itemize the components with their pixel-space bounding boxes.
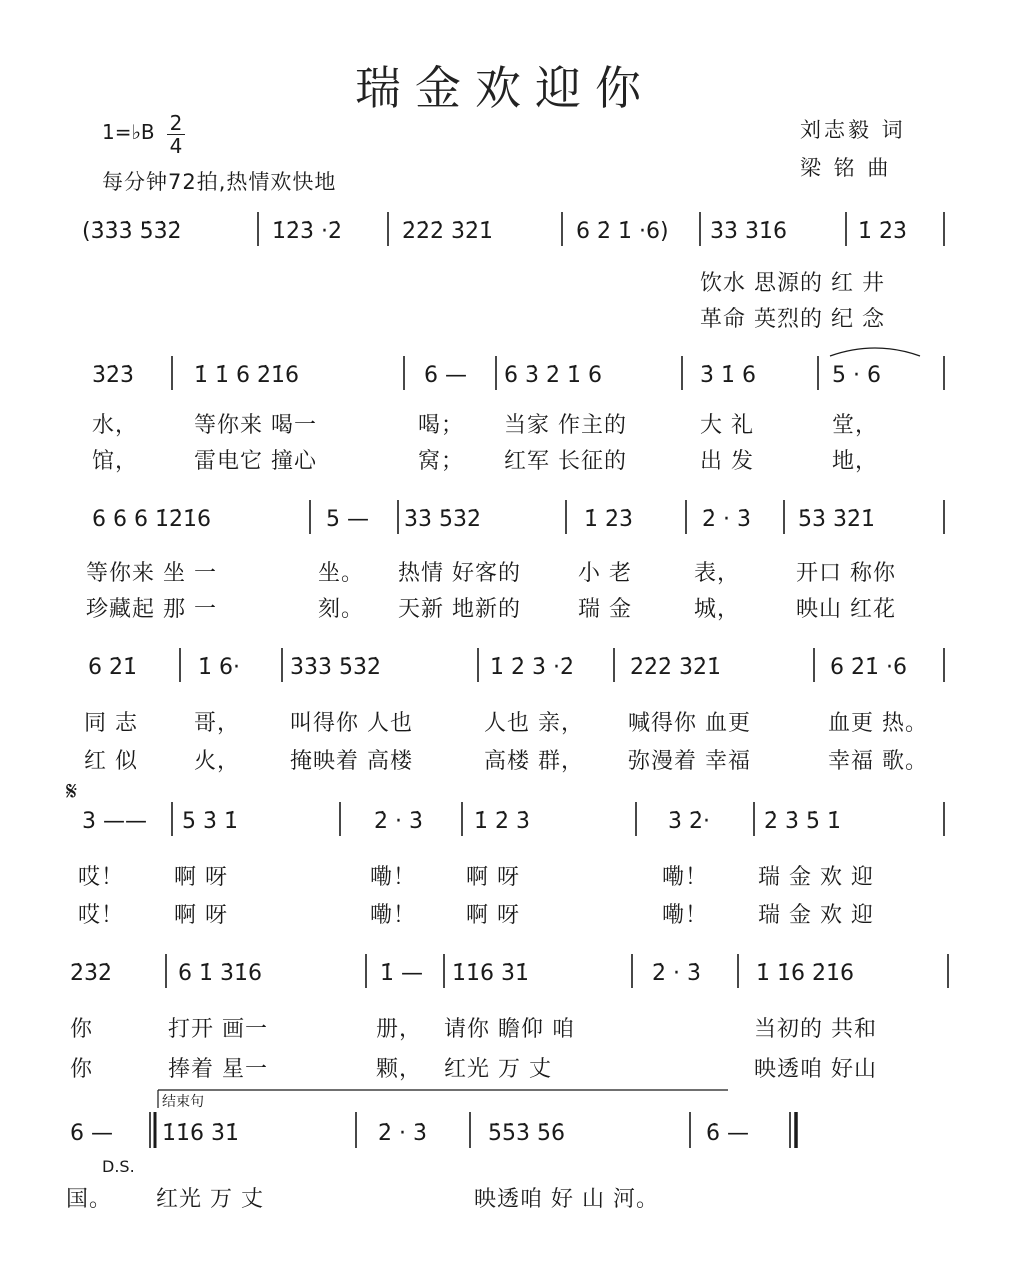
lyric-verse-1: 开口 称你 [796,561,896,586]
lyric-verse-2: 刻。 [318,597,365,622]
lyric-verse-1: 请你 瞻仰 咱 [444,1017,575,1042]
measure-notes: 3 —— [82,809,147,834]
lyric-verse-2: 珍藏起 那 一 [86,597,217,622]
lyric-verse-2: 馆， [92,449,139,474]
measure-notes: 2̇ · 3̇ [652,961,701,986]
lyric-verse-1: 册， [376,1017,423,1042]
lyric-verse-1: 人也 亲， [484,711,584,736]
lyric-verse-2: 红 似 [84,749,138,774]
score-row-7 [66,1090,796,1212]
lyric-verse-1: 喝； [418,413,465,438]
measure-notes: 6 2̇1̇ [88,655,137,680]
segno-sign: 𝄋 [66,777,78,807]
lyric-verse-2: 颗， [376,1057,423,1082]
lyricist-credit: 刘志毅 词 [800,118,906,142]
lyric-verse-2: 火， [194,749,241,774]
measure-notes: 5 — [326,507,369,532]
lyric-verse-2: 革命 英烈的 纪 念 [700,307,885,332]
time-signature-top: 2 [169,111,183,135]
lyric-verse-2: 掩映着 高楼 [290,749,413,774]
lyric-verse-2: 窝； [418,449,465,474]
lyric-verse-1: 嘞！ [662,865,709,890]
lyric-ending: 红光 万 丈 [156,1187,264,1212]
lyric-verse-1: 嘞！ [370,865,417,890]
measure-notes: 2̇ · 3̇ [374,809,423,834]
measure-notes: 1̇ 1̇ 6 2̇1̇6 [194,363,299,388]
lyric-verse-1: 水， [92,413,139,438]
measure-notes: 6 — [70,1121,113,1146]
lyric-verse-2: 红光 万 丈 [444,1057,552,1082]
lyric-ending: 映透咱 好 山 河。 [474,1187,659,1212]
measure-notes: 5 3̇ 1̇ [182,809,238,834]
lyric-verse-2: 瑞 金 [578,597,632,622]
slur [830,348,920,356]
measure-notes: 2̇ · 3̇ [378,1121,427,1146]
measure-notes: 5̇3̇ 3̇2̇1̇ [798,507,875,532]
measure-notes: 3̇2̇3̇ [92,363,134,388]
lyric-verse-1: 啊 呀 [466,865,520,890]
lyric-verse-1: 瑞 金 欢 迎 [758,865,874,890]
lyric-verse-1: 血更 热。 [828,711,928,736]
measure-notes: 2̇3̇2̇ [70,961,112,986]
measure-notes: 1̇ — [380,961,423,986]
measure-notes: 6 3̇ 2̇ 1̇ 6 [504,363,602,388]
lyric-verse-2: 映透咱 好山 [754,1057,877,1082]
score-row-3 [86,500,944,622]
measure-notes: 6 — [424,363,467,388]
score-row-5 [66,777,944,928]
lyric-verse-2: 你 [70,1057,94,1082]
measure-notes: (3̇3̇3̇ 5̇3̇2̇ [82,219,182,244]
measure-notes: 6̇ — [706,1121,749,1146]
measure-notes: 3̇ 2̇· [668,809,710,834]
lyric-verse-2: 红军 长征的 [504,449,627,474]
key-signature: 1=♭B [102,120,155,144]
lyric-verse-2: 映山 红花 [796,597,896,622]
measure-notes: 2̇ 3̇ 5̇ 1̇ [764,809,841,834]
lyric-verse-1: 哎！ [78,865,125,890]
measure-notes: 5 · 6 [832,363,881,388]
tempo-marking: 每分钟72拍,热情欢快地 [102,170,337,194]
measure-notes: 6 1̇ 3̇1̇6 [178,961,262,986]
measure-notes: 3̇3̇ 5̇3̇2̇ [404,507,481,532]
measure-notes: 1̇ 1̇6 2̇1̇6 [756,961,854,986]
lyric-verse-1: 叫得你 人也 [290,711,413,736]
page-title: 瑞金欢迎你 [355,61,655,115]
lyric-verse-1: 小 老 [578,561,632,586]
lyric-verse-2: 城， [694,597,741,622]
measure-notes: 6 6 6 1̇2̇1̇6 [92,507,211,532]
lyric-verse-1: 喊得你 血更 [628,711,751,736]
measure-notes: 3̇3̇ 3̇1̇6 [710,219,787,244]
lyric-verse-1: 坐。 [318,561,365,586]
lyric-verse-2: 啊 呀 [174,903,228,928]
lyric-verse-1: 同 志 [84,711,138,736]
lyric-verse-2: 弥漫着 幸福 [628,749,751,774]
score-row-4 [84,648,944,774]
lyric-verse-1: 啊 呀 [174,865,228,890]
lyric-verse-1: 热情 好客的 [398,561,521,586]
measure-notes: 1̇ 2̇ 3̇ ·2̇ [490,655,574,680]
lyric-verse-1: 表， [694,561,741,586]
ending-label: 结束句 [162,1094,204,1110]
lyric-verse-2: 幸福 歌。 [828,749,928,774]
measure-notes: 1̇ 2̇3̇ [584,507,633,532]
score-row-1 [82,212,944,332]
lyric-verse-2: 地， [832,449,879,474]
measure-notes: 1̇ 6· [198,655,240,680]
lyric-verse-1: 当家 作主的 [504,413,627,438]
score-row-6 [70,954,948,1082]
measure-notes: 3̇ 1̇ 6 [700,363,756,388]
lyric-verse-2: 高楼 群， [484,749,584,774]
lyric-verse-1: 等你来 喝一 [194,413,317,438]
lyric-verse-2: 瑞 金 欢 迎 [758,903,874,928]
lyric-verse-2: 捧着 星一 [168,1057,268,1082]
lyric-verse-1: 等你来 坐 一 [86,561,217,586]
lyric-verse-2: 出 发 [700,449,754,474]
lyric-verse-1: 哥， [194,711,241,736]
lyric-verse-2: 天新 地新的 [398,597,521,622]
lyric-verse-2: 雷电它 撞心 [194,449,317,474]
measure-notes: 1̇ 2̇ 3̇ [474,809,530,834]
measure-notes: 6 2̇1̇ ·6 [830,655,907,680]
measure-notes: 1̇2̇3̇ ·2̇ [272,219,342,244]
measure-notes: 1̇ 2̇3̇ [858,219,907,244]
measure-notes: 3̇3̇3̇ 5̇3̇2̇ [290,655,381,680]
lyric-verse-1: 堂， [832,413,879,438]
lyric-verse-1: 当初的 共和 [754,1017,877,1042]
lyric-verse-2: 嘞！ [370,903,417,928]
measure-notes: 5̇5̇3̇ 5̇6̇ [488,1121,565,1146]
measure-notes: 2̇ · 3̇ [702,507,751,532]
lyric-ending: 国。 [66,1187,113,1212]
composer-credit: 梁 铭 曲 [800,156,892,180]
lyric-verse-1: 大 礼 [700,413,754,438]
measure-notes: 6 2̇ 1̇ ·6) [576,219,669,244]
lyric-verse-2: 哎！ [78,903,125,928]
da-segno-mark: D.S. [102,1157,135,1176]
lyric-verse-1: 你 [70,1017,94,1042]
score-row-2 [92,348,944,474]
measure-notes: 2̇2̇2̇ 3̇2̇1̇ [630,655,721,680]
lyric-verse-2: 嘞！ [662,903,709,928]
lyric-verse-1: 饮水 思源的 红 井 [700,271,885,296]
lyric-verse-2: 啊 呀 [466,903,520,928]
measure-notes: 2̇2̇2̇ 3̇2̇1̇ [402,219,493,244]
lyric-verse-1: 打开 画一 [168,1017,268,1042]
time-signature-bottom: 4 [169,134,183,158]
measure-notes: 1̇1̇6 3̇1̇ [162,1121,239,1146]
measure-notes: 1̇1̇6 3̇1̇ [452,961,529,986]
